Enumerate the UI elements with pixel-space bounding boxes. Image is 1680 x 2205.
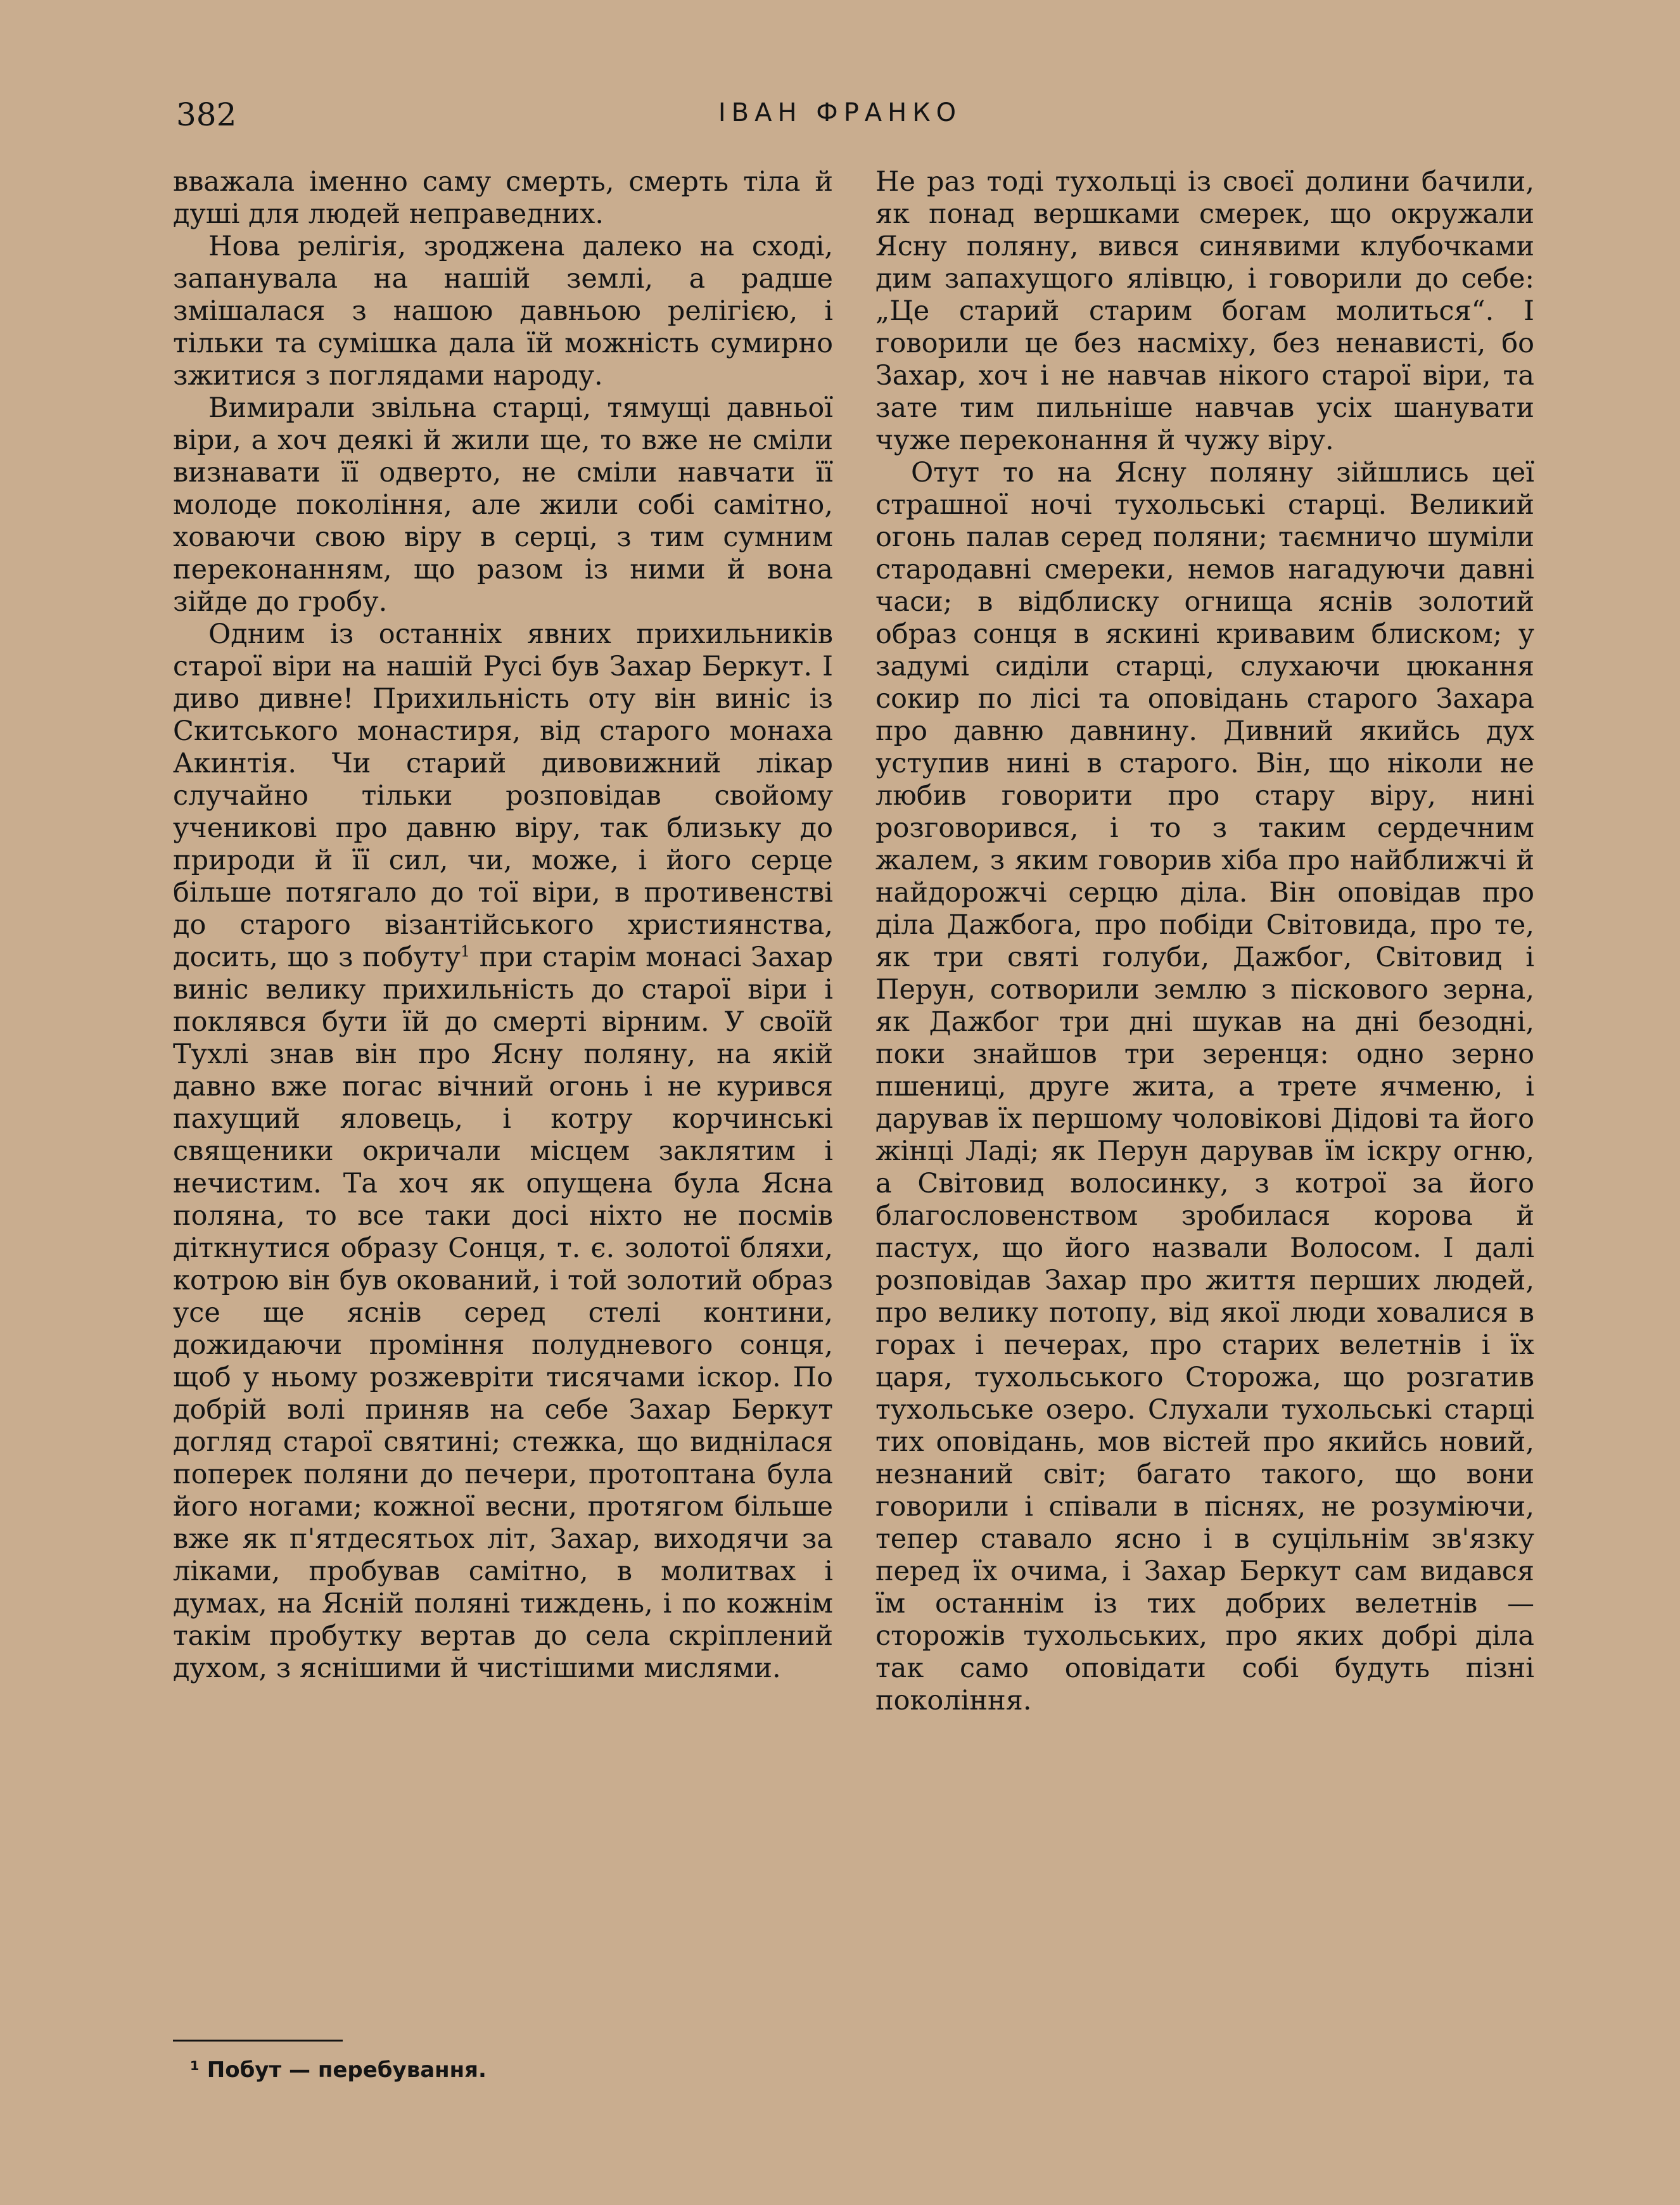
running-head-author: ІВАН ФРАНКО (718, 98, 962, 127)
paragraph: Вимирали звільна старці, тямущі давньої віри, а хоч деякі й жили ще, то вже не сміли визнавати її одверто, не сміли навчати її молоде покоління, але жили собі самітно, ховаючи свою віру в серці, з тим сумним переконанням, що разом із ними й вона зійде до гробу. (173, 392, 833, 618)
paragraph: вважала іменно саму смерть, смерть тіла й душі для людей неправедних. (173, 166, 833, 230)
page-number: 382 (176, 96, 237, 133)
footnote-mark: ¹ (190, 2057, 200, 2083)
paragraph (173, 618, 833, 1685)
paragraph-text: при старім монасі Захар виніс велику прихильність до старої віри і поклявся бути їй до смерті вірним. У своїй Тухлі знав він про Ясну поляну, на якій давно вже погас вічний огонь і не курився пахущий яловець, і котру корчинські священики окричали місцем заклятим і нечистим. Та хоч як опущена була Ясна поляна, то все таки досі ніхто не посмів діткнутися образу Сонця, т. є. золотої бляхи, котрою він був окований, і той золотий образ усе ще яснів серед стелі контини, дожидаючи проміння полудневого сонця, щоб у ньому розжевріти тисячами іскор. По добрій волі приняв на себе Захар Беркут догляд старої святині; стежка, що виднілася поперек поляни до печери, протоптана була його ногами; кожної весни, протягом більше вже як п'ятдесятьох літ, Захар, виходячи за ліками, пробував самітно, в молитвах і думах, на Ясній поляні тиждень, і по кожнім такім пробутку вертав до села скріплений духом, з яснішими й чистішими мислями. (173, 942, 833, 1684)
footnote (190, 2057, 487, 2083)
paragraph-text: Одним із останніх явних прихильників старої віри на нашій Русі був Захар Беркут. І диво дивне! Прихильність оту він виніс із Скитського монастиря, від старого монаха Акинтія. Чи старий дивовижний лікар случайно тільки розповідав свойому ученикові про давню віру, так близьку до природи й її сил, чи, може, і його серце більше потягало до тої віри, в противенстві до старого візантійського християнства, досить, що з побуту (173, 618, 833, 973)
footnote-text: Побут — перебування. (207, 2057, 487, 2083)
paragraph: Нова релігія, зроджена далеко на сході, запанувала на нашій землі, а радше змішалася з нашою давньою релігією, і тільки та сумішка дала їй можність сумирно зжитися з поглядами народу. (173, 231, 833, 392)
footnote-divider (173, 2040, 343, 2042)
paragraph: Отут то на Ясну поляну зійшлись цеї страшної ночі тухольські старці. Великий огонь палав серед поляни; таємничо шуміли стародавні смереки, немов нагадуючи давні часи; в відблиску огнища яснів золотий образ сонця в яскині кривавим блиском; у задумі сиділи старці, слухаючи цюкання сокир по лісі та оповідань старого Захара про давню давнину. Дивний якийсь дух уступив нині в старого. Він, що ніколи не любив говорити про стару віру, нині розговорився, і то з таким сердечним жалем, з яким говорив хіба про найближчі й найдорожчі серцю діла. Він оповідав про діла Дажбога, про побіди Світовида, про те, як три святі голуби, Дажбог, Світовид і Перун, сотворили землю з піскового зерна, як Дажбог три дні шукав на дні безодні, поки знайшов три зеренця: одно зерно пшениці, друге жита, а трете ячменю, і дарував їх першому чоловікові Дідові та його жінці Ладі; як Перун дарував їм іскру огню, а Світовид волосинку, з котрої за його благословенством зробилася корова й пастух, що його назвали Волосом. І далі розповідав Захар про життя перших людей, про велику потопу, від якої люди ховалися в горах і печерах, про старих велетнів і їх царя, тухольського Сторожа, що розгатив тухольське озеро. Слухали тухольські старці тих оповідань, мов вістей про якийсь новий, незнаний світ; багато такого, що вони говорили і співали в піснях, не розуміючи, тепер ставало ясно і в суцільнім зв'язку перед їх очима, і Захар Беркут сам видався їм останнім із тих добрих велетнів — сторожів тухольських, про яких добрі діла так само оповідати собі будуть пізні покоління. (875, 457, 1534, 1716)
right-column (875, 166, 1534, 1717)
footnote-reference: 1 (460, 942, 471, 961)
paragraph: Не раз тоді тухольці із своєї долини бачили, як понад вершками смерек, що окружали Ясну поляну, вився синявими клубочками дим запахущого ялівцю, і говорили до себе: „Це старий старим богам молиться“. І говорили це без насміху, без ненависті, бо Захар, хоч і не навчав нікого старої віри, та зате тим пильніше навчав усіх шанувати чуже переконання й чужу віру. (875, 166, 1534, 456)
left-column (173, 166, 833, 1685)
